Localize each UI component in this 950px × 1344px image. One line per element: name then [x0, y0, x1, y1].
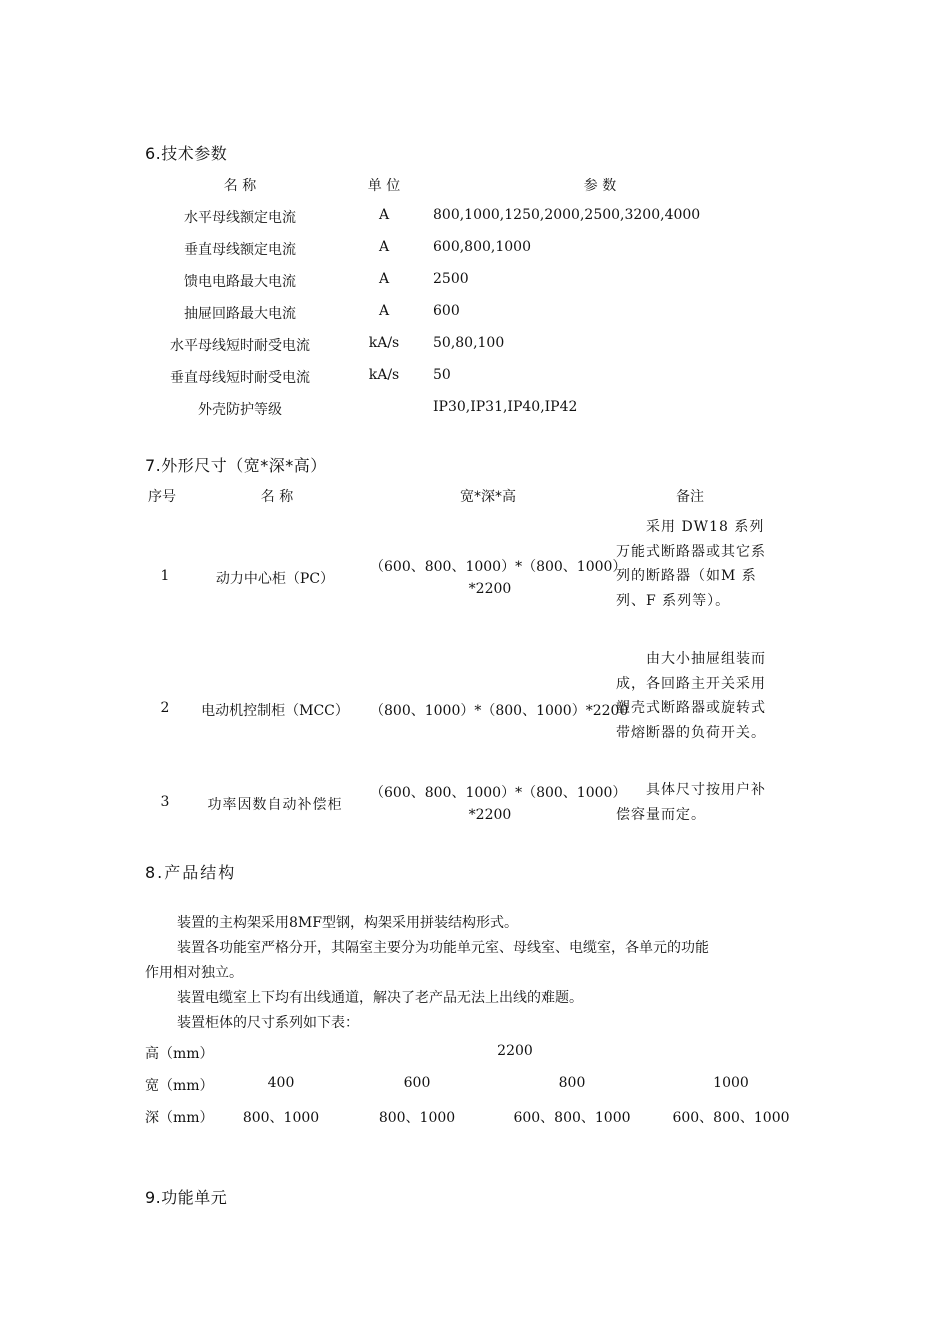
s7-row-dim: （600、800、1000）*（800、1000） — [370, 559, 627, 575]
size-width-value: 800 — [558, 1075, 586, 1091]
s6-header-value: 参 数 — [583, 178, 617, 194]
s6-row-unit: kA/s — [368, 335, 400, 351]
section6-heading: 6.技术参数 — [145, 144, 228, 163]
s6-row-name: 水平母线短时耐受电流 — [170, 338, 310, 354]
s7-row-name: 电动机控制柜（MCC） — [201, 703, 349, 719]
s6-row-name: 水平母线额定电流 — [184, 210, 296, 226]
s8-paragraph-4: 装置柜体的尺寸系列如下表： — [177, 1015, 359, 1031]
s8-paragraph-2: 装置各功能室严格分开，其隔室主要分为功能单元室、母线室、电缆室，各单元的功能 — [177, 940, 709, 956]
s8-paragraph-3: 装置电缆室上下均有出线通道，解决了老产品无法上出线的难题。 — [177, 990, 583, 1006]
section8-heading: 8.产品结构 — [145, 863, 237, 882]
s6-row-unit: kA/s — [368, 367, 400, 383]
size-depth-value: 600、800、1000 — [513, 1110, 631, 1126]
s7-row-dim-cont: *2200 — [468, 807, 512, 823]
s6-header-name: 名 称 — [223, 178, 257, 194]
s6-row-value: 600,800,1000 — [433, 239, 531, 255]
s6-row-name: 抽屉回路最大电流 — [184, 306, 296, 322]
s7-header-name: 名 称 — [260, 489, 294, 505]
s7-row-name: 功率因数自动补偿柜 — [207, 797, 343, 813]
s7-row-note: 具体尺寸按用户补偿容量而定。 — [616, 782, 766, 823]
s6-row-unit: A — [378, 239, 390, 255]
size-depth-value: 800、1000 — [378, 1110, 456, 1126]
s8-paragraph-2-cont: 作用相对独立。 — [145, 965, 243, 981]
size-height-value: 2200 — [497, 1043, 533, 1059]
s7-row-dim: （800、1000）*（800、1000）*2200 — [370, 703, 629, 719]
s7-header-dim: 宽*深*高 — [460, 489, 516, 505]
section7-heading: 7.外形尺寸（宽*深*高） — [145, 456, 327, 475]
s7-row-note: 由大小抽屉组装而成，各回路主开关采用塑壳式断路器或旋转式带熔断器的负荷开关。 — [616, 651, 766, 741]
s6-row-value: 600 — [433, 303, 460, 319]
s8-paragraph-1: 装置的主构架采用8MF型钢，构架采用拼装结构形式。 — [177, 915, 518, 931]
s6-row-value: 50,80,100 — [433, 335, 505, 351]
size-width-value: 600 — [403, 1075, 431, 1091]
s6-row-value: 50 — [433, 367, 451, 383]
s6-row-name: 外壳防护等级 — [198, 402, 282, 418]
s7-header-note: 备注 — [676, 489, 704, 505]
size-height-label: 高（mm） — [145, 1046, 214, 1062]
s6-row-value: IP30,IP31,IP40,IP42 — [433, 399, 578, 415]
size-depth-value: 600、800、1000 — [672, 1110, 790, 1126]
s7-row-dim-cont: *2200 — [468, 581, 512, 597]
s7-row-name: 动力中心柜（PC） — [215, 571, 335, 587]
s7-row-no: 1 — [160, 568, 170, 584]
s6-row-unit: A — [378, 207, 390, 223]
s6-header-unit: 单 位 — [367, 178, 401, 194]
s6-row-value: 800,1000,1250,2000,2500,3200,4000 — [433, 207, 701, 223]
s7-row-no: 2 — [160, 700, 170, 716]
s6-row-value: 2500 — [433, 271, 469, 287]
section9-heading: 9.功能单元 — [145, 1188, 228, 1207]
s7-row-dim: （600、800、1000）*（800、1000） — [370, 785, 627, 801]
size-width-value: 1000 — [713, 1075, 749, 1091]
s6-row-name: 垂直母线短时耐受电流 — [170, 370, 310, 386]
s7-header-no: 序号 — [148, 489, 176, 505]
s6-row-unit: A — [378, 271, 390, 287]
size-depth-label: 深（mm） — [145, 1110, 214, 1126]
s7-row-no: 3 — [160, 794, 170, 810]
size-depth-value: 800、1000 — [242, 1110, 320, 1126]
s6-row-unit: A — [378, 303, 390, 319]
s6-row-name: 垂直母线额定电流 — [184, 242, 296, 258]
s7-row-note: 采用 DW18 系列万能式断路器或其它系列的断路器（如M 系列、F 系列等）。 — [616, 519, 766, 609]
s6-row-name: 馈电电路最大电流 — [184, 274, 296, 290]
size-width-value: 400 — [267, 1075, 295, 1091]
size-width-label: 宽（mm） — [145, 1078, 214, 1094]
